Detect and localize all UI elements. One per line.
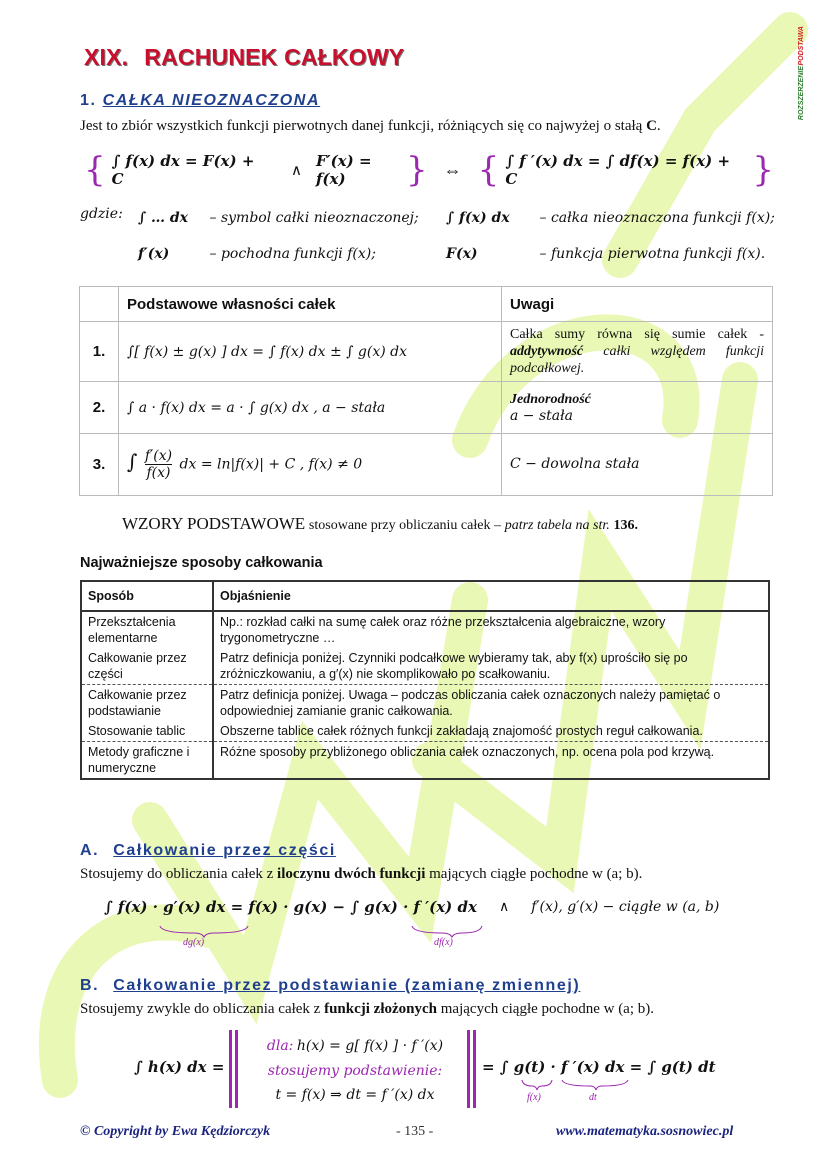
- remark-bold: addytywność: [510, 344, 584, 359]
- table-row: [80, 382, 773, 434]
- where-label: gdzie:: [80, 206, 123, 222]
- table-row: [81, 611, 769, 648]
- method-desc: Różne sposoby przybliżonego obliczania całek oznaczonych, np. ocena pola pod krzywą.: [213, 742, 769, 780]
- method-name: Metody graficzne i numeryczne: [81, 742, 213, 780]
- remark-text: a − stała: [510, 407, 574, 424]
- method-desc: Np.: rozkład całki na sumę całek oraz różne przekształcenia algebraiczne, wzory trygonometryczne …: [220, 615, 666, 645]
- table-row: [80, 434, 773, 496]
- remark-tail: całki względem funkcji podcałkowej.: [510, 344, 764, 376]
- box-bar-left-1: [229, 1030, 232, 1108]
- method-name: Przekształcenia elementarne: [81, 611, 213, 648]
- row-number: 1.: [80, 322, 119, 382]
- where-item-2: [138, 246, 438, 263]
- box-dla: dla:: [266, 1038, 294, 1054]
- text-bold: iloczynu dwóch funkcji: [277, 866, 426, 882]
- box-bar-right-1: [467, 1030, 470, 1108]
- remark-text: Całka sumy równa się sumie całek -: [510, 327, 764, 342]
- fraction: [145, 448, 172, 481]
- left-brace-2: {: [477, 150, 500, 190]
- property-remark: [502, 322, 773, 382]
- method-name: Całkowanie przez części: [81, 648, 213, 685]
- def-deriv: F′(x) = f(x): [315, 152, 372, 188]
- chapter-title: [84, 44, 404, 71]
- basic-formulas-note: [122, 514, 638, 534]
- where-desc: – całka nieoznaczona funkcji f(x);: [539, 210, 775, 226]
- box-bar-left-2: [235, 1030, 238, 1108]
- text: Stosujemy zwykle do obliczania całek z: [80, 1001, 321, 1017]
- substitution-underbraces: [520, 1078, 640, 1092]
- basic-formulas-ref: patrz tabela na str.: [504, 518, 610, 533]
- where-desc: – funkcja pierwotna funkcji f(x).: [539, 246, 766, 262]
- fraction-numerator: f′(x): [144, 448, 173, 464]
- left-brace: {: [84, 150, 106, 190]
- row-number: 3.: [80, 434, 119, 496]
- footer-copyright: © Copyright by Ewa Kędziorczyk: [80, 1124, 271, 1139]
- section-1-number: 1.: [80, 92, 97, 109]
- chapter-number: XIX.: [84, 44, 129, 70]
- formula-rest: dx = ln|f(x)| + C , f(x) ≠ 0: [179, 456, 363, 473]
- under-label-dt: dt: [589, 1092, 597, 1103]
- remark-bold: Jednorodność: [510, 391, 591, 407]
- parts-formula: [104, 898, 784, 916]
- podstawa-label: PODSTAWA: [798, 26, 805, 66]
- parts-and: ∧: [498, 899, 510, 915]
- section-a-title: Całkowanie przez części: [113, 842, 336, 859]
- section-b-text: [80, 1001, 654, 1018]
- right-brace: }: [406, 150, 428, 190]
- property-remark: [502, 382, 773, 434]
- box-bar-right-2: [473, 1030, 476, 1108]
- box-line-2: stosujemy podstawienie:: [267, 1063, 443, 1079]
- text: mających ciągłe pochodne w (a; b).: [429, 866, 643, 882]
- method-name: Stosowanie tablic: [81, 721, 213, 742]
- substitution-box: [244, 1034, 466, 1107]
- header-properties: Podstawowe własności całek: [119, 287, 502, 322]
- where-item-0: [138, 210, 438, 227]
- fraction-denominator: f(x): [146, 465, 171, 481]
- properties-header: [80, 287, 773, 322]
- methods-table: [80, 580, 770, 780]
- property-remark: C − dowolna stała: [502, 434, 773, 496]
- basic-formulas-page: 136.: [613, 518, 638, 533]
- where-item-1: [446, 210, 786, 227]
- property-formula: ∫ a · f(x) dx = a · ∫ g(x) dx , a − stała: [119, 382, 502, 434]
- definition-formula: [84, 148, 774, 192]
- method-desc: Patrz definicja poniżej. Czynniki podcałkowe wybieramy tak, aby f(x) uprościło się po zróżniczkowaniu, a g′(x) nie skomplikowało po scałkowaniu.: [220, 651, 688, 681]
- substitution-lhs: ∫ h(x) dx =: [134, 1058, 225, 1076]
- def-iff: ⇔: [443, 159, 462, 180]
- parts-condition: f′(x), g′(x) − ciągłe w (a, b): [531, 899, 720, 915]
- box-line-1: h(x) = g[ f(x) ] · f ′(x): [296, 1038, 444, 1054]
- substitution-rhs: = ∫ g(t) · f ′(x) dx = ∫ g(t) dt: [482, 1058, 716, 1076]
- table-row: [80, 322, 773, 382]
- intro-const: C: [646, 118, 657, 134]
- where-sym: ∫ … dx: [138, 210, 188, 226]
- basic-formulas-text: stosowane przy obliczaniu całek –: [308, 518, 501, 533]
- where-sym: F(x): [446, 246, 478, 262]
- parts-underbraces: [150, 924, 490, 938]
- where-item-3: [446, 246, 786, 263]
- property-formula: ∫[ f(x) ± g(x) ] dx = ∫ f(x) dx ± ∫ g(x) dx: [119, 322, 502, 382]
- method-desc: Patrz definicja poniżej. Uwaga – podczas obliczania całek oznaczonych należy pamiętać o odpowiedniej zamianie granic całkowania.: [213, 685, 769, 722]
- rozszerzenie-label: ROZSZERZENIE: [798, 65, 805, 120]
- under-label-df: df(x): [434, 937, 453, 948]
- where-desc: – symbol całki nieoznaczonej;: [209, 210, 419, 226]
- section-a-heading: [80, 842, 336, 860]
- method-name: Całkowanie przez podstawianie: [81, 685, 213, 722]
- row-number: 2.: [80, 382, 119, 434]
- methods-header-method: Sposób: [81, 581, 213, 611]
- def-and: ∧: [291, 162, 302, 179]
- level-side-labels: [798, 26, 820, 120]
- footer-page-number: - 135 -: [396, 1124, 434, 1139]
- footer-url[interactable]: www.matematyka.sosnowiec.pl: [556, 1124, 734, 1139]
- section-1-heading: [80, 92, 320, 110]
- table-row: [81, 685, 769, 722]
- table-row: [81, 742, 769, 780]
- where-desc: – pochodna funkcji f(x);: [209, 246, 376, 262]
- text-bold: funkcji złożonych: [324, 1001, 438, 1017]
- where-sym: f′(x): [138, 246, 170, 262]
- methods-header-desc: Objaśnienie: [213, 581, 769, 611]
- def-left: ∫ f(x) dx = F(x) + C: [111, 152, 255, 188]
- section-1-title: CAŁKA NIEOZNACZONA: [102, 92, 321, 109]
- under-label-dg: dg(x): [183, 937, 205, 948]
- method-desc: Obszerne tablice całek różnych funkcji zakładają znajomość prostych reguł całkowania.: [220, 724, 703, 738]
- def-right: ∫ f ′(x) dx = ∫ df(x) = f(x) + C: [505, 152, 731, 188]
- section-a-letter: A.: [80, 842, 100, 859]
- basic-formulas-label: WZORY PODSTAWOWE: [122, 514, 306, 533]
- right-brace-2: }: [752, 150, 774, 190]
- section-1-intro: Jest to zbiór wszystkich funkcji pierwotnych danej funkcji, różniących się co najwyżej o stałą C.: [80, 118, 661, 134]
- section-b-title: Całkowanie przez podstawianie (zamianę zmiennej): [113, 977, 581, 994]
- text: Stosujemy do obliczania całek z: [80, 866, 274, 882]
- table-row: [81, 648, 769, 685]
- section-b-heading: [80, 977, 580, 995]
- property-formula: [119, 434, 502, 496]
- section-a-text: [80, 866, 642, 883]
- intro-text: Jest to zbiór wszystkich funkcji pierwotnych danej funkcji, różniących się co najwyżej o stałą: [80, 118, 643, 134]
- chapter-name: RACHUNEK CAŁKOWY: [144, 44, 405, 70]
- under-label-fx: f(x): [527, 1092, 541, 1103]
- header-remarks: Uwagi: [502, 287, 773, 322]
- box-line-3: t = f(x) ⇒ dt = f ′(x) dx: [275, 1087, 435, 1103]
- where-sym: ∫ f(x) dx: [446, 210, 510, 226]
- methods-heading: Najważniejsze sposoby całkowania: [80, 555, 323, 571]
- table-row: [81, 721, 769, 742]
- section-b-letter: B.: [80, 977, 100, 994]
- header-no: [80, 287, 119, 322]
- integral-sign: ∫: [127, 449, 138, 474]
- text: mających ciągłe pochodne w (a; b).: [440, 1001, 655, 1017]
- properties-table: [79, 286, 773, 496]
- parts-equation: ∫ f(x) · g′(x) dx = f(x) · g(x) − ∫ g(x) · f ′(x) dx: [104, 898, 477, 916]
